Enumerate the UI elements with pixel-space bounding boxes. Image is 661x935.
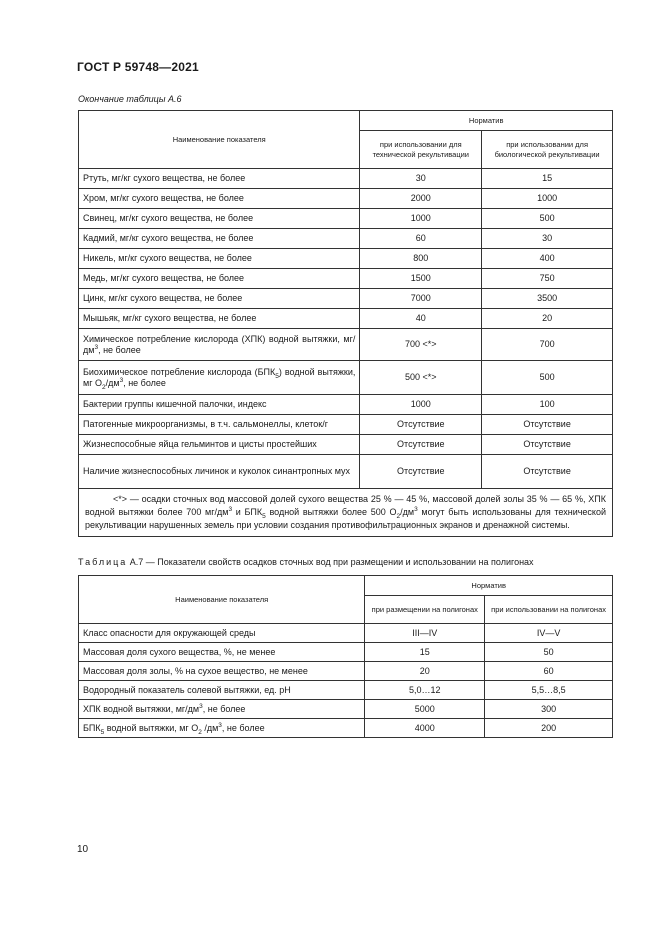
table-row xyxy=(79,415,613,435)
table-row xyxy=(79,309,613,329)
row-name: Патогенные микроорганизмы, в т.ч. сальмонеллы, клеток/г xyxy=(79,415,360,435)
row-value-2: 60 xyxy=(485,662,613,681)
table-row xyxy=(79,700,613,719)
row-value-2: 1000 xyxy=(482,189,613,209)
row-value-1: Отсутствие xyxy=(360,435,482,455)
table-row xyxy=(79,329,613,361)
row-name: Свинец, мг/кг сухого вещества, не более xyxy=(79,209,360,229)
row-value-1: Отсутствие xyxy=(360,415,482,435)
row-name: Водородный показатель солевой вытяжки, ед. pH xyxy=(79,681,365,700)
row-name: Хром, мг/кг сухого вещества, не более xyxy=(79,189,360,209)
row-name: ХПК водной вытяжки, $мг/дм^3$, не более xyxy=(79,700,365,719)
table-footnote: <*> — осадки сточных вод массовой долей сухого вещества 25 % — 45 %, массовой долей золы 35 % — 65 %, ХПК водной вытяжки более 700 $мг/дм^3$ и $БПК_5$ водной вытяжки более 500 $O_2/дм^3$ могут быть использованы для технической рекультивации нарушенных земель при условии создания противофильтрационных экранов и дренажной системы. xyxy=(79,489,613,537)
table-row xyxy=(79,435,613,455)
row-value-2: 20 xyxy=(482,309,613,329)
table-continuation-caption: Окончание таблицы А.6 xyxy=(78,94,182,104)
row-value-2: Отсутствие xyxy=(482,415,613,435)
row-name: Медь, мг/кг сухого вещества, не более xyxy=(79,269,360,289)
row-value-1: 15 xyxy=(365,643,485,662)
header-landfill-use: при использовании на полигонах xyxy=(485,596,613,624)
table-row xyxy=(79,189,613,209)
row-value-2: 300 xyxy=(485,700,613,719)
row-value-1: 5000 xyxy=(365,700,485,719)
row-value-2: 200 xyxy=(485,719,613,738)
row-value-1: 20 xyxy=(365,662,485,681)
row-value-2: 100 xyxy=(482,395,613,415)
row-value-2: Отсутствие xyxy=(482,455,613,489)
row-name: Цинк, мг/кг сухого вещества, не более xyxy=(79,289,360,309)
row-value-1: 5,0…12 xyxy=(365,681,485,700)
header-indicator-name: Наименование показателя xyxy=(79,111,360,169)
table-a7-title: Таблица А.7 — Показатели свойств осадков сточных вод при размещении и использовании на полигонах xyxy=(78,557,534,567)
header-indicator-name: Наименование показателя xyxy=(79,576,365,624)
row-name: Массовая доля золы, % на сухое вещество, не менее xyxy=(79,662,365,681)
header-normative: Норматив xyxy=(360,111,613,131)
table-row xyxy=(79,395,613,415)
row-value-2: 400 xyxy=(482,249,613,269)
row-value-2: 5,5…8,5 xyxy=(485,681,613,700)
row-value-2: 700 xyxy=(482,329,613,361)
row-value-1: 800 xyxy=(360,249,482,269)
table-row xyxy=(79,361,613,395)
row-value-1: 30 xyxy=(360,169,482,189)
row-value-1: III—IV xyxy=(365,624,485,643)
table-a6 xyxy=(78,110,613,537)
row-value-2: 30 xyxy=(482,229,613,249)
row-value-1: 7000 xyxy=(360,289,482,309)
header-technical-recultivation: при использовании для технической рекультивации xyxy=(360,131,482,169)
row-value-1: 1500 xyxy=(360,269,482,289)
table-row xyxy=(79,624,613,643)
row-name: Массовая доля сухого вещества, %, не менее xyxy=(79,643,365,662)
row-value-1: 60 xyxy=(360,229,482,249)
table-note-row xyxy=(79,489,613,537)
row-value-1: Отсутствие xyxy=(360,455,482,489)
row-name: Никель, мг/кг сухого вещества, не более xyxy=(79,249,360,269)
table-row xyxy=(79,269,613,289)
row-value-1: 4000 xyxy=(365,719,485,738)
table-row xyxy=(79,289,613,309)
table-row xyxy=(79,249,613,269)
header-biological-recultivation: при использовании для биологической рекультивации xyxy=(482,131,613,169)
row-value-2: 500 xyxy=(482,361,613,395)
row-name: Ртуть, мг/кг сухого вещества, не более xyxy=(79,169,360,189)
row-name: Мышьяк, мг/кг сухого вещества, не более xyxy=(79,309,360,329)
document-code: ГОСТ Р 59748—2021 xyxy=(77,60,199,74)
row-value-1: 2000 xyxy=(360,189,482,209)
row-name: Химическое потребление кислорода (ХПК) водной вытяжки, $мг/дм^3$, не более xyxy=(79,329,360,361)
row-value-1: 40 xyxy=(360,309,482,329)
row-value-1: 500 <*> xyxy=(360,361,482,395)
row-name: Кадмий, мг/кг сухого вещества, не более xyxy=(79,229,360,249)
page-number: 10 xyxy=(77,844,89,855)
table-row xyxy=(79,719,613,738)
row-value-2: Отсутствие xyxy=(482,435,613,455)
row-name: Бактерии группы кишечной палочки, индекс xyxy=(79,395,360,415)
row-value-2: 500 xyxy=(482,209,613,229)
table-row xyxy=(79,455,613,489)
row-name: Биохимическое потребление кислорода $(БПК_5)$ водной вытяжки, мг $O_2/дм^3$, не более xyxy=(79,361,360,395)
row-value-1: 1000 xyxy=(360,209,482,229)
header-normative: Норматив xyxy=(365,576,613,596)
row-value-2: 750 xyxy=(482,269,613,289)
row-value-2: IV—V xyxy=(485,624,613,643)
row-name: Класс опасности для окружающей среды xyxy=(79,624,365,643)
table-a7 xyxy=(78,575,613,738)
table-row xyxy=(79,169,613,189)
table-row xyxy=(79,229,613,249)
header-landfill-placement: при размещении на полигонах xyxy=(365,596,485,624)
row-name: Наличие жизнеспособных личинок и куколок синантропных мух xyxy=(79,455,360,489)
row-value-2: 15 xyxy=(482,169,613,189)
row-value-2: 50 xyxy=(485,643,613,662)
table-row xyxy=(79,643,613,662)
table-row xyxy=(79,681,613,700)
row-name: $БПК_5$ водной вытяжки, мг $O_2$ $/дм^3$, не более xyxy=(79,719,365,738)
table-row xyxy=(79,209,613,229)
row-value-2: 3500 xyxy=(482,289,613,309)
row-value-1: 700 <*> xyxy=(360,329,482,361)
table-row xyxy=(79,662,613,681)
row-value-1: 1000 xyxy=(360,395,482,415)
row-name: Жизнеспособные яйца гельминтов и цисты простейших xyxy=(79,435,360,455)
